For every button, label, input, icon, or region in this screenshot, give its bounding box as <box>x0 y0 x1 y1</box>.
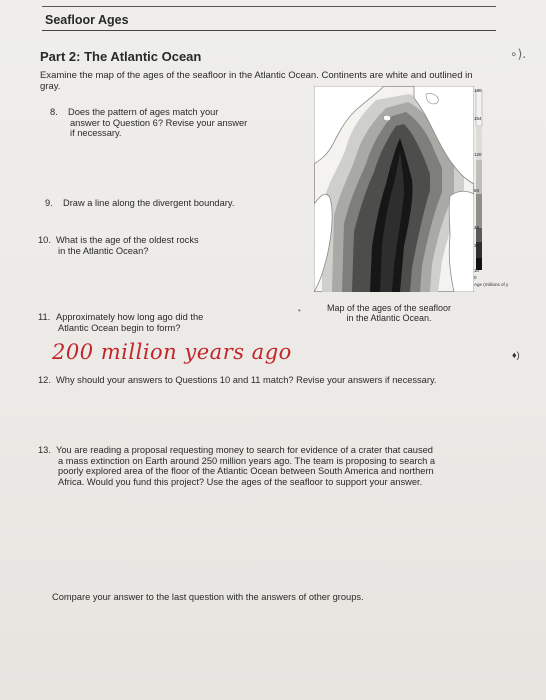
question-text: if necessary. <box>70 128 122 138</box>
question-text: Atlantic Ocean begin to form? <box>58 322 181 333</box>
handwritten-answer: 200 million years ago <box>52 340 292 364</box>
question-13 <box>38 445 518 487</box>
question-number: 8. <box>50 107 58 117</box>
worksheet-title: Seafloor Ages <box>45 13 129 27</box>
part-title: Part 2: The Atlantic Ocean <box>40 49 202 64</box>
question-number: 10. <box>38 235 51 245</box>
side-mark-icon: ♦) <box>512 350 520 360</box>
map-caption-line: in the Atlantic Ocean. <box>346 313 432 323</box>
scale-tick: 33 <box>474 243 480 248</box>
stray-mark: • <box>298 306 301 315</box>
age-scale-legend <box>474 86 514 296</box>
scale-tick: 154 <box>474 116 482 121</box>
compare-instruction: Compare your answer to the last question with the answers of other groups. <box>52 592 364 602</box>
question-text: Why should your answers to Questions 10 and 11 match? Revise your answers if necessary. <box>56 375 437 385</box>
scale-tick: 0 <box>474 275 477 280</box>
question-number: 13. <box>38 445 51 455</box>
question-8 <box>50 107 275 139</box>
question-12 <box>38 375 518 386</box>
question-10 <box>38 235 278 256</box>
question-text: in the Atlantic Ocean? <box>58 245 149 256</box>
map-caption-line: Map of the ages of the seafloor <box>326 303 452 313</box>
scale-title: Age (millions of y <box>474 282 509 287</box>
question-text: answer to Question 6? Revise your answer <box>70 117 248 128</box>
scale-tick: 10 <box>474 268 480 273</box>
margin-mark: ∘). <box>510 47 527 61</box>
question-number: 11. <box>38 312 51 322</box>
question-text: poorly explored area of the floor of the Atlantic Ocean between South America and northern <box>58 466 434 476</box>
seafloor-age-map <box>314 86 474 292</box>
question-text: Approximately how long ago did the <box>56 312 204 322</box>
question-text: Africa. Would you fund this project? Use the ages of the seafloor to support your answer. <box>58 476 423 487</box>
question-9 <box>45 198 285 209</box>
question-text: Does the pattern of ages match your <box>68 107 219 117</box>
top-rule <box>42 6 496 7</box>
map-caption <box>314 303 464 323</box>
question-number: 12. <box>38 375 51 385</box>
scale-tick: 180 <box>474 88 482 93</box>
question-number: 9. <box>45 198 53 208</box>
title-underline <box>42 30 496 31</box>
question-text: Draw a line along the divergent boundary. <box>63 198 235 208</box>
question-11 <box>38 312 278 333</box>
scale-tick: 48 <box>474 225 480 230</box>
question-text: You are reading a proposal requesting money to search for evidence of a crater that caused <box>56 445 433 455</box>
question-text: What is the age of the oldest rocks <box>56 235 199 245</box>
scale-tick: 84 <box>474 188 480 193</box>
seafloor-map-image <box>314 86 474 292</box>
intro-text: Examine the map of the ages of the seafloor in the Atlantic Ocean. Continents are white and outlined in gray. <box>40 70 473 92</box>
scale-tick: 120 <box>474 152 482 157</box>
question-text: a mass extinction on Earth around 250 million years ago. The team is proposing to search a <box>58 455 436 466</box>
